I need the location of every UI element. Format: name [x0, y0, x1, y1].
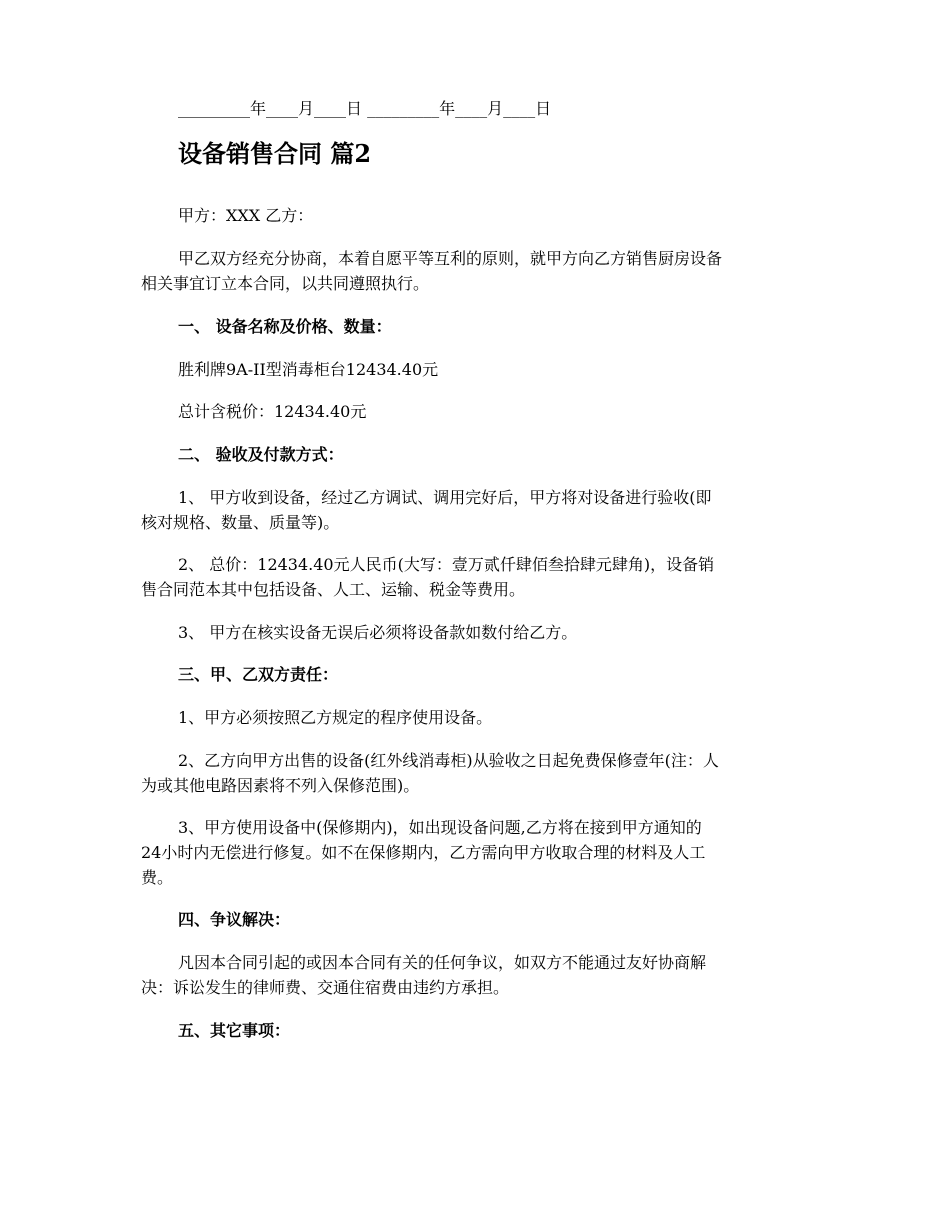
intro-paragraph-line-1: 甲乙双方经充分协商，本着自愿平等互利的原则，就甲方向乙方销售厨房设备	[178, 249, 723, 268]
section-5-heading: 五、其它事项：	[178, 1021, 291, 1040]
parties-line: 甲方：XXX 乙方：	[178, 206, 314, 225]
section-2-clause-2-line-2: 售合同范本其中包括设备、人工、运输、税金等费用。	[141, 580, 526, 599]
section-2-heading: 二、 验收及付款方式：	[178, 445, 344, 464]
section-3-clause-1: 1、甲方必须按照乙方规定的程序使用设备。	[178, 708, 493, 727]
section-3-clause-2-line-1: 2、乙方向甲方出售的设备(红外线消毒柜)从验收之日起免费保修壹年(注：人	[178, 751, 719, 770]
section-1-heading: 一、 设备名称及价格、数量：	[178, 317, 392, 336]
page-title: 设备销售合同 篇2	[178, 139, 372, 168]
intro-paragraph-line-2: 相关事宜订立本合同，以共同遵照执行。	[141, 274, 430, 293]
section-3-clause-3-line-2: 24小时内无偿进行修复。如不在保修期内，乙方需向甲方收取合理的材料及人工	[141, 843, 706, 862]
section-3-heading: 三、甲、乙双方责任：	[178, 665, 339, 684]
section-3-clause-3-line-3: 费。	[141, 868, 174, 887]
section-3-clause-3-line-1: 3、甲方使用设备中(保修期内)，如出现设备问题,乙方将在接到甲方通知的	[178, 818, 702, 837]
section-2-clause-3: 3、 甲方在核实设备无误后必须将设备款如数付给乙方。	[178, 623, 578, 642]
signature-date-line: _________年____月____日 _________年____月____日	[178, 99, 552, 118]
total-price: 总计含税价：12434.40元	[178, 402, 367, 421]
section-4-clause-line-2: 决：诉讼发生的律师费、交通住宿费由违约方承担。	[141, 978, 510, 997]
section-2-clause-2-line-1: 2、 总价：12434.40元人民币(大写：壹万贰仟肆佰叁拾肆元肆角)，设备销	[178, 555, 715, 574]
section-2-clause-1-line-2: 核对规格、数量、质量等)。	[141, 513, 340, 532]
section-4-clause-line-1: 凡因本合同引起的或因本合同有关的任何争议，如双方不能通过友好协商解	[178, 953, 707, 972]
section-2-clause-1-line-1: 1、 甲方收到设备，经过乙方调试、调用完好后，甲方将对设备进行验收(即	[178, 488, 712, 507]
section-4-heading: 四、争议解决：	[178, 910, 291, 929]
section-3-clause-2-line-2: 为或其他电路因素将不列入保修范围)。	[141, 776, 420, 795]
equipment-item: 胜利牌9A-II型消毒柜台12434.40元	[178, 360, 439, 379]
